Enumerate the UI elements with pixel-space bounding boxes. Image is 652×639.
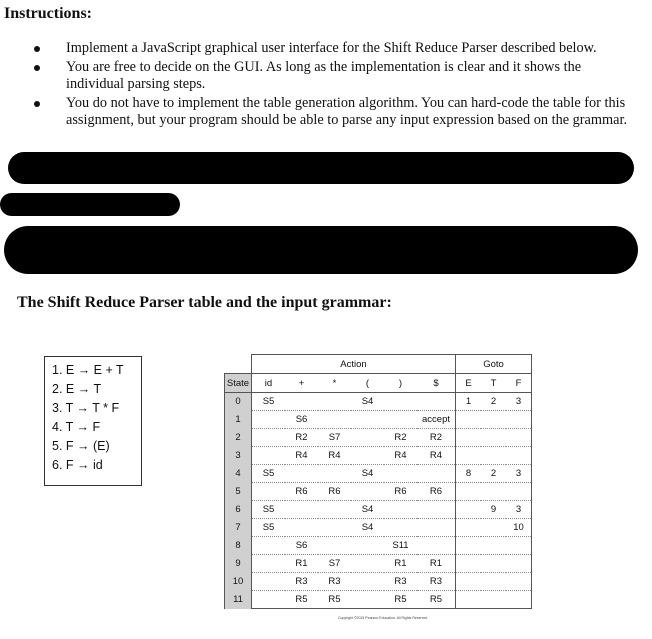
instruction-text: Implement a JavaScript graphical user interface for the Shift Reduce Parser described below. (66, 40, 597, 56)
state-cell: 11 (225, 591, 252, 609)
table-cell (417, 537, 456, 555)
table-cell: R6 (384, 483, 417, 501)
table-row (225, 411, 532, 429)
bullet-icon (34, 46, 40, 52)
grammar-box (44, 356, 142, 486)
grammar-rule: 4. T → F (52, 420, 101, 434)
state-cell: 8 (225, 537, 252, 555)
table-cell (318, 537, 351, 555)
table-row (225, 519, 532, 537)
table-row (225, 429, 532, 447)
table-cell (351, 483, 384, 501)
table-cell (456, 555, 482, 573)
table-cell (456, 573, 482, 591)
table-cell (252, 429, 286, 447)
table-cell (506, 411, 532, 429)
table-cell (417, 501, 456, 519)
table-cell: S6 (285, 537, 318, 555)
table-row (225, 555, 532, 573)
table-cell (456, 537, 482, 555)
table-cell: R1 (417, 555, 456, 573)
table-cell (481, 591, 506, 609)
state-cell: 0 (225, 393, 252, 411)
table-cell (506, 483, 532, 501)
table-cell (351, 447, 384, 465)
table-cell: S7 (318, 429, 351, 447)
table-cell: R3 (384, 573, 417, 591)
goto-group-header: Goto (456, 355, 532, 374)
grammar-rule: 1. E → E + T (52, 363, 124, 377)
table-cell (252, 411, 286, 429)
table-cell: accept (417, 411, 456, 429)
table-cell: R5 (285, 591, 318, 609)
instruction-item (0, 40, 640, 57)
table-cell: S5 (252, 519, 286, 537)
table-cell: R3 (417, 573, 456, 591)
table-cell (456, 447, 482, 465)
table-cell: S4 (351, 519, 384, 537)
bullet-icon (34, 101, 40, 107)
column-header: F (506, 374, 532, 393)
table-cell: 2 (481, 465, 506, 483)
table-cell: R2 (285, 429, 318, 447)
column-header: T (481, 374, 506, 393)
state-cell: 9 (225, 555, 252, 573)
table-row (225, 573, 532, 591)
table-cell (384, 465, 417, 483)
instruction-list (0, 40, 640, 131)
bullet-icon (34, 65, 40, 71)
table-cell (456, 501, 482, 519)
table-cell (481, 519, 506, 537)
table-cell (318, 465, 351, 483)
table-cell: 1 (456, 393, 482, 411)
table-cell (318, 519, 351, 537)
column-header: $ (417, 374, 456, 393)
table-row (225, 393, 532, 411)
table-cell (481, 483, 506, 501)
table-cell: S4 (351, 465, 384, 483)
state-cell: 7 (225, 519, 252, 537)
table-cell: S11 (384, 537, 417, 555)
table-cell: S4 (351, 501, 384, 519)
table-row (225, 591, 532, 609)
parse-table (224, 354, 532, 609)
table-cell (351, 429, 384, 447)
column-header: + (285, 374, 318, 393)
table-cell (481, 411, 506, 429)
table-cell: 3 (506, 393, 532, 411)
table-cell: 8 (456, 465, 482, 483)
redaction-bar (0, 193, 180, 216)
table-cell (384, 501, 417, 519)
instruction-text: You do not have to implement the table generation algorithm. You can hard-code the table for this assignment, but your program should be able to parse any input expression based on the grammar. (66, 95, 628, 128)
column-header: id (252, 374, 286, 393)
table-cell (456, 483, 482, 501)
table-cell (285, 519, 318, 537)
table-row (225, 483, 532, 501)
table-cell: R6 (285, 483, 318, 501)
table-cell: R1 (285, 555, 318, 573)
table-cell (506, 429, 532, 447)
table-cell (481, 537, 506, 555)
table-row (225, 537, 532, 555)
table-cell (252, 537, 286, 555)
section-heading: The Shift Reduce Parser table and the input grammar: (17, 294, 392, 311)
table-row (225, 447, 532, 465)
table-cell (384, 519, 417, 537)
table-body (225, 393, 532, 609)
state-cell: 10 (225, 573, 252, 591)
table-cell (417, 393, 456, 411)
table-cell (351, 411, 384, 429)
table-cell: R6 (318, 483, 351, 501)
table-cell: 9 (481, 501, 506, 519)
state-cell: 3 (225, 447, 252, 465)
table-cell (417, 519, 456, 537)
instruction-text: You are free to decide on the GUI. As long as the implementation is clear and it shows the individual parsing steps. (66, 59, 582, 92)
table-cell: R4 (285, 447, 318, 465)
instructions-heading: Instructions: (4, 5, 93, 22)
table-cell: S6 (285, 411, 318, 429)
table-cell (481, 555, 506, 573)
state-column-header: State (225, 374, 252, 393)
state-cell: 5 (225, 483, 252, 501)
table-cell: R4 (417, 447, 456, 465)
table-cell (506, 537, 532, 555)
table-cell (506, 447, 532, 465)
table-cell (481, 429, 506, 447)
table-cell (384, 411, 417, 429)
table-cell: S4 (351, 393, 384, 411)
table-cell: R5 (384, 591, 417, 609)
grammar-rule: 6. F → id (52, 458, 103, 472)
state-cell: 2 (225, 429, 252, 447)
table-cell (384, 393, 417, 411)
table-cell: S5 (252, 393, 286, 411)
table-cell (456, 429, 482, 447)
table-cell (252, 555, 286, 573)
instruction-item (0, 95, 640, 129)
table-cell: S7 (318, 555, 351, 573)
table-cell: S5 (252, 465, 286, 483)
column-header: E (456, 374, 482, 393)
state-cell: 6 (225, 501, 252, 519)
table-cell (417, 465, 456, 483)
redaction-bar (8, 152, 634, 184)
instruction-item (0, 59, 640, 93)
table-cell (481, 573, 506, 591)
table-cell (252, 447, 286, 465)
table-cell (456, 591, 482, 609)
table-cell: R5 (318, 591, 351, 609)
table-cell: 3 (506, 501, 532, 519)
table-cell: R2 (417, 429, 456, 447)
copyright-note: Copyright ©2015 Pearson Education, All Rights Reserved (338, 616, 428, 620)
table-cell (351, 555, 384, 573)
table-cell (351, 591, 384, 609)
table-cell (252, 591, 286, 609)
table-cell: S5 (252, 501, 286, 519)
table-cell (351, 573, 384, 591)
table-cell (285, 393, 318, 411)
column-header: * (318, 374, 351, 393)
table-cell: R2 (384, 429, 417, 447)
grammar-rule: 2. E → T (52, 382, 102, 396)
table-cell: 3 (506, 465, 532, 483)
table-cell (252, 483, 286, 501)
table-cell (318, 411, 351, 429)
table-cell (506, 573, 532, 591)
column-header: ) (384, 374, 417, 393)
table-cell (285, 465, 318, 483)
table-cell: R3 (318, 573, 351, 591)
table-cell (456, 411, 482, 429)
table-cell: R5 (417, 591, 456, 609)
table-cell: R1 (384, 555, 417, 573)
table-cell (456, 519, 482, 537)
table-row (225, 501, 532, 519)
table-cell: R4 (318, 447, 351, 465)
table-cell: 10 (506, 519, 532, 537)
table-cell (351, 537, 384, 555)
state-cell: 1 (225, 411, 252, 429)
table-cell (252, 573, 286, 591)
table-row (225, 465, 532, 483)
grammar-rule: 5. F → (E) (52, 439, 110, 453)
table-cell: R3 (285, 573, 318, 591)
table-cell (481, 447, 506, 465)
table-cell (285, 501, 318, 519)
table-cell: R6 (417, 483, 456, 501)
redaction-bar (4, 226, 638, 274)
table-cell: 2 (481, 393, 506, 411)
action-group-header: Action (252, 355, 456, 374)
table-cell (318, 393, 351, 411)
table-cell (506, 591, 532, 609)
column-header: ( (351, 374, 384, 393)
grammar-rule: 3. T → T * F (52, 401, 120, 415)
table-cell (506, 555, 532, 573)
table-cell: R4 (384, 447, 417, 465)
state-cell: 4 (225, 465, 252, 483)
table-cell (318, 501, 351, 519)
